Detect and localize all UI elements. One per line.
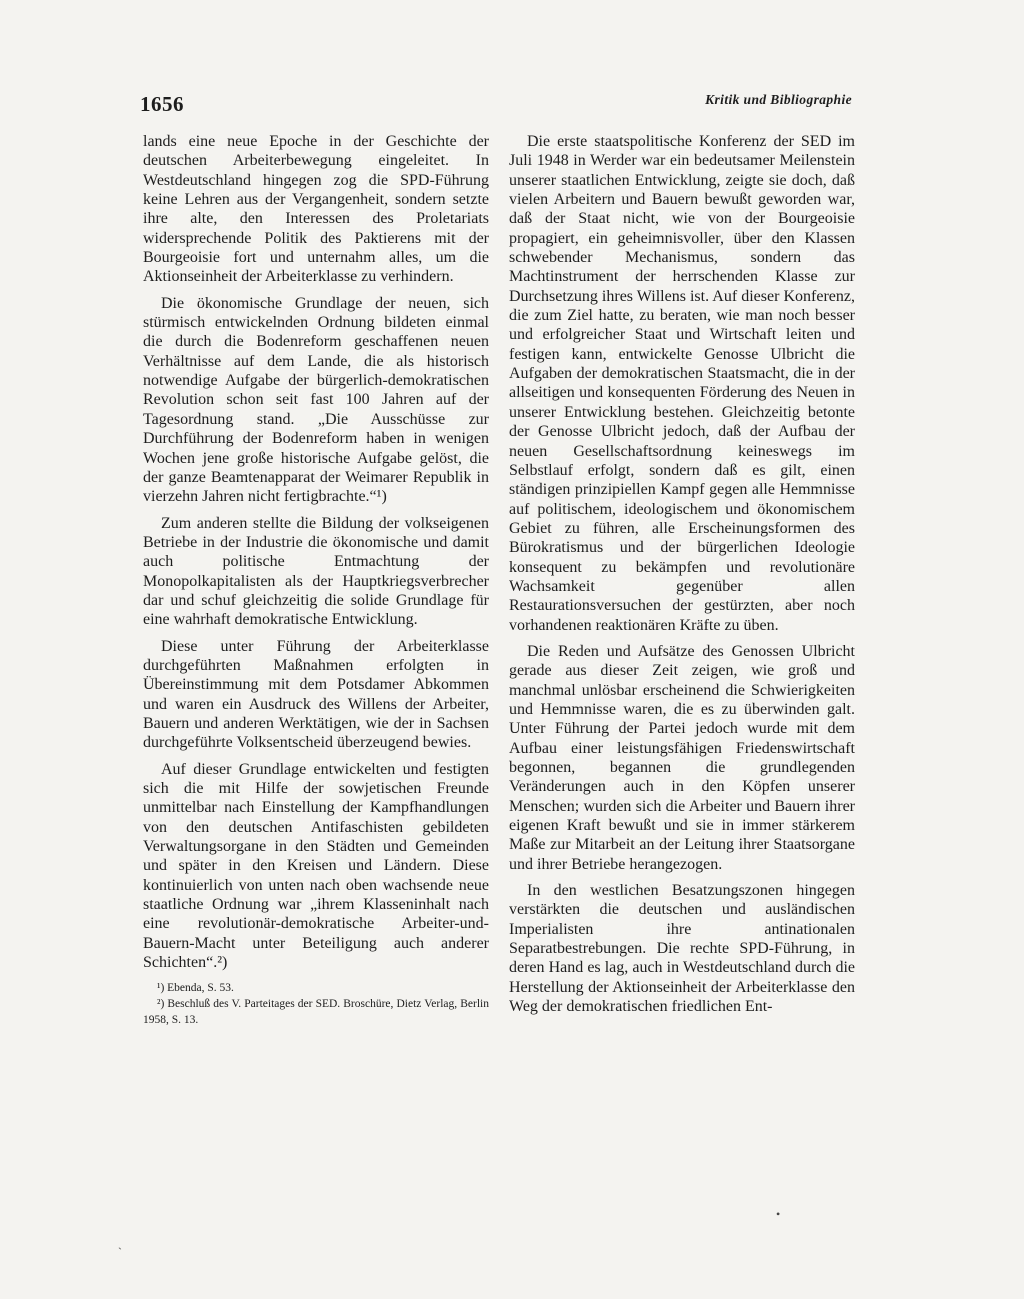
paragraph: lands eine neue Epoche in der Geschichte der deutschen Arbeiterbewegung eingeleitet. In Westdeutschland hingegen zog die SPD-Führung keine Lehren aus der Vergangenheit, sondern setzte ihre alte, den Interessen des Proletariats widersprechende Politik des Paktierens mit der Bourgeoisie fort und unternahm alles, um die Aktionseinheit der Arbeiterklasse zu verhindern. [143,133,489,286]
paragraph: Diese unter Führung der Arbeiterklasse durchgeführten Maßnahmen erfolgten in Übereinstimmung mit dem Potsdamer Abkommen und waren ein Ausdruck des Willens der Arbeiter, Bauern und anderen Werktätigen, wie der in Sachsen durchgeführte Volksentscheid überzeugend bewies. [143,637,489,752]
paragraph: Die ökonomische Grundlage der neuen, sich stürmisch entwickelnden Ordnung bildeten einmal die durch die Bodenreform geschaffenen neuen Verhältnisse auf dem Lande, die als historisch notwendige Aufgabe der bürgerlich-demokratischen Revolution schon seit fast 100 Jahren auf der Tagesordnung stand. „Die Ausschüsse zur Durchführung der Bodenreform haben in wenigen Wochen jene große historische Aufgabe gelöst, die der ganze Beamtenapparat der Weimarer Republik in vierzehn Jahren nicht fertigbrachte.“¹) [143,294,489,506]
paragraph: Die Reden und Aufsätze des Genossen Ulbricht gerade aus dieser Zeit zeigen, wie groß und manchmal unlösbar erscheinend die Schwierigkeiten und Hemmnisse waren, die es zu überwinden galt. Unter Führung der Partei jedoch wurde mit dem Aufbau einer leistungsfähigen Friedenswirtschaft begonnen, begannen die grundlegenden Veränderungen auch in den Köpfen unserer Menschen; wurden sich die Arbeiter und Bauern ihrer eigenen Kraft bewußt und sie in immer stärkerem Maße zur Mitarbeit an der Leitung ihrer Staatsorgane und ihrer Betriebe herangezogen. [509,642,855,873]
left-column [143,132,489,1028]
running-head: Kritik und Bibliographie [705,92,852,107]
print-speck: ˏ [118,1236,122,1250]
page-number: 1656 [140,92,184,116]
footnotes [143,980,489,1028]
footnote: ²) Beschluß des V. Parteitages der SED. Broschüre, Dietz Verlag, Berlin 1958, S. 13. [143,998,489,1027]
print-speck: • [776,1207,781,1221]
paragraph: Auf dieser Grundlage entwickelten und festigten sich die mit Hilfe der sowjetischen Freunde unmittelbar nach Einstellung der Kampfhandlungen von den deutschen Antifaschisten gebildeten Verwaltungsorgane in den Städten und Gemeinden und später in den Kreisen und Ländern. Diese kontinuierlich von unten nach oben wachsende neue staatliche Ordnung war „ihrem Klasseninhalt nach eine revolutionär-demokratische Arbeiter-und-Bauern-Macht unter Beteiligung auch anderer Schichten“.²) [143,760,489,972]
paragraph: Die erste staatspolitische Konferenz der SED im Juli 1948 in Werder war ein bedeutsamer Meilenstein unserer staatlichen Entwicklung, zeigte sie doch, daß vielen Arbeitern und Bauern bewußt geworden war, daß der Staat nicht, wie von der Bourgeoisie propagiert, ein geheimnisvoller, über den Klassen schwebender Mechanismus, sondern das Machtinstrument der herrschenden Klasse zur Durchsetzung ihres Willens ist. Auf dieser Konferenz, die zum Ziel hatte, zu beraten, wie man noch besser und erfolgreicher Staat und Wirtschaft leiten und festigen kann, entwickelte Genosse Ulbricht die Aufgaben der demokratischen Staatsmacht, die in der allseitigen und konsequenten Förderung des Neuen in unserer Entwicklung bestehen. Gleichzeitig betonte der Genosse Ulbricht jedoch, daß der Aufbau der neuen Gesellschaftsordnung keineswegs im Selbstlauf erfolgt, sondern daß es gilt, einen ständigen prinzipiellen Kampf gegen alle Hemmnisse auf politischem, ideologischem und ökonomischem Gebiet zu führen, alle Erscheinungsformen des Bürokratismus und der bürgerlichen Ideologie konsequent zu bekämpfen und revolutionäre Wachsamkeit gegenüber allen Restaurationsversuchen der gestürzten, aber noch vorhandenen reaktionären Kräfte zu üben. [509,133,855,634]
footnote: ¹) Ebenda, S. 53. [157,982,234,995]
paragraph: In den westlichen Besatzungszonen hingegen verstärkten die deutschen und ausländischen Imperialisten ihre antinationalen Separatbestrebungen. Die rechte SPD-Führung, in deren Hand es lag, auch in Westdeutschland durch die Herstellung der Aktionseinheit der Arbeiterklasse den Weg der demokratischen friedlichen Ent- [509,882,855,1016]
paragraph: Zum anderen stellte die Bildung der volkseigenen Betriebe in der Industrie die ökonomische und damit auch politische Entmachtung der Monopolkapitalisten als der Hauptkriegsverbrecher dar und schuf gleichzeitig die solide Grundlage für eine wahrhaft demokratische Entwicklung. [143,514,489,629]
right-column [509,132,855,1023]
